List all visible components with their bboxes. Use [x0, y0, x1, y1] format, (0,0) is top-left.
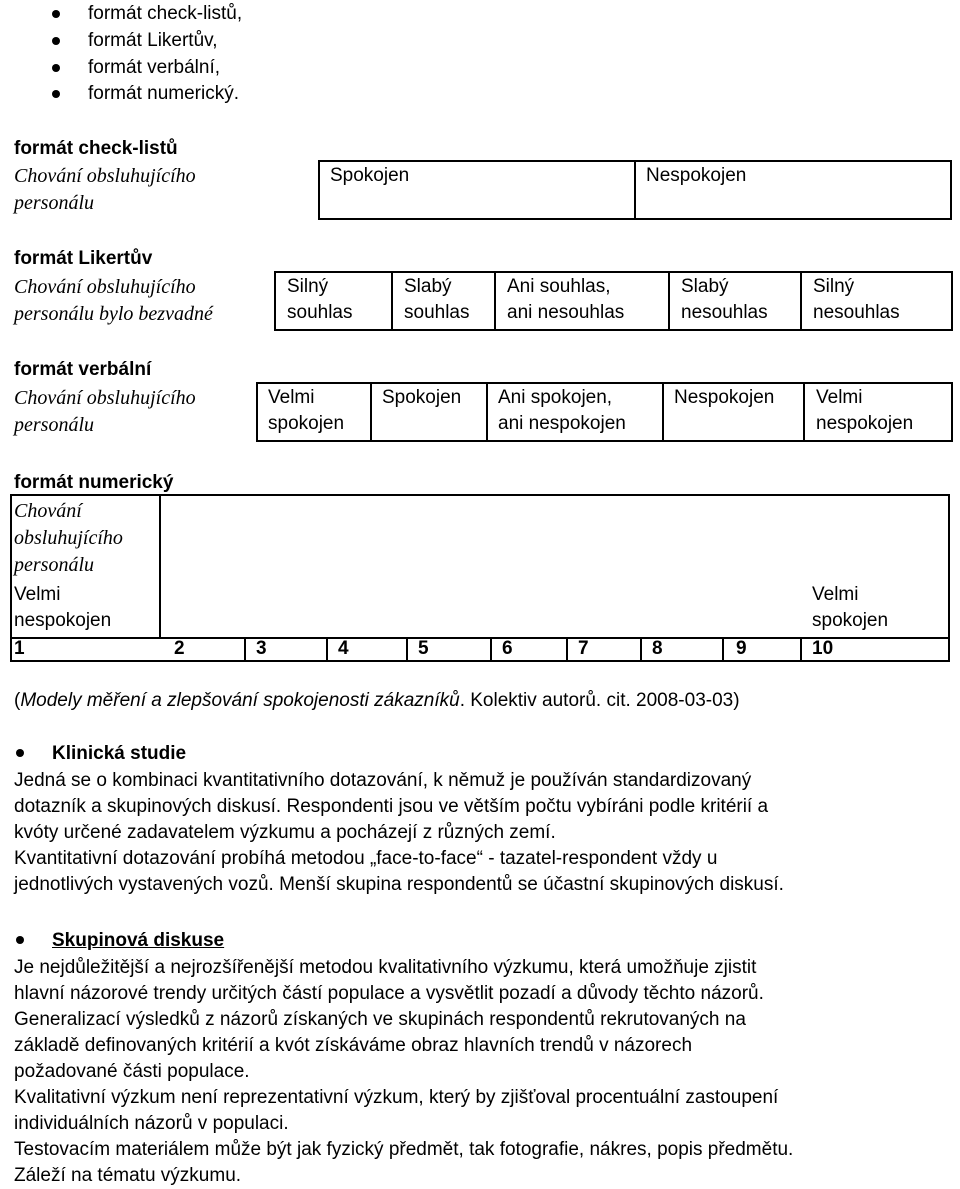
likert-item-line2: personálu bylo bezvadné: [14, 303, 213, 325]
group-title: Skupinová diskuse: [52, 930, 225, 951]
likert-item-line1: Chování obsluhujícího: [14, 276, 196, 298]
verbal-option-neutral: Ani spokojen, ani nespokojen: [498, 387, 626, 434]
likert-option-strong-disagree: Silný nesouhlas: [813, 276, 900, 323]
divider: [668, 271, 670, 331]
list-item: formát Likertův,: [88, 30, 218, 51]
divider: [640, 637, 642, 662]
divider: [566, 637, 568, 662]
divider: [486, 382, 488, 442]
divider: [370, 382, 372, 442]
verbal-heading: formát verbální: [14, 359, 152, 380]
verbal-option-dissatisfied: Nespokojen: [674, 387, 775, 408]
citation: [14, 688, 740, 714]
list-item: formát numerický.: [88, 83, 239, 104]
divider: [800, 271, 802, 331]
numeric-right-anchor: Velmi spokojen: [812, 584, 889, 631]
checklist-heading: formát check-listů: [14, 138, 178, 159]
divider: [722, 637, 724, 662]
bullet-icon: [52, 64, 60, 72]
divider: [634, 160, 636, 220]
divider: [662, 382, 664, 442]
likert-option-weak-agree: Slabý souhlas: [404, 276, 470, 323]
scale-value: 8: [652, 638, 663, 659]
scale-value: 1: [14, 638, 25, 659]
bullet-icon: [52, 37, 60, 45]
divider: [494, 271, 496, 331]
scale-value: 9: [736, 638, 747, 659]
verbal-item-line2: personálu: [14, 414, 94, 436]
scale-value: 7: [578, 638, 589, 659]
numeric-item-line3: personálu: [14, 554, 94, 576]
divider: [244, 637, 246, 662]
divider: [800, 637, 802, 662]
numeric-left-anchor: Velmi nespokojen: [14, 584, 112, 631]
scale-value: 3: [256, 638, 267, 659]
clinical-body: Jedná se o kombinaci kvantitativního dotazování, k němuž je používán standardizovaný dotazník a skupinových diskusí. Respondenti jsou ve větším počtu vybíráni podle kritérií a kvóty určené zadavatelem výzkumu a pocházejí z různých zemí. Kvantitativní dotazování probíhá metodou „face-to-face“ - tazatel-respondent vždy u jednotlivých vystavených vozů. Menší skupina respondentů se účastní skupinových diskusí.: [14, 770, 784, 895]
likert-option-neutral: Ani souhlas, ani nesouhlas: [507, 276, 625, 323]
divider: [490, 637, 492, 662]
divider: [159, 494, 161, 638]
divider: [391, 271, 393, 331]
bullet-icon: [16, 749, 24, 757]
scale-value: 4: [338, 638, 349, 659]
bullet-icon: [52, 90, 60, 98]
group-body: Je nejdůležitější a nejrozšířenější metodou kvalitativního výzkumu, která umožňuje zjistit hlavní názorové trendy určitých částí populace a vysvětlit pozadí a důvody těchto názorů. Generalizací výsledků z názorů získaných ve skupinách respondentů rekrutovaných na základě definovaných kritérií a kvót získáváme obraz hlavních trendů v názorech požadované části populace. Kvalitativní výzkum není reprezentativní výzkum, který by zjišťoval procentuální zastoupení individuálních názorů v populaci. Testovacím materiálem může být jak fyzický předmět, tak fotografie, nákres, popis předmětu. Záleží na tématu výzkumu.: [14, 957, 794, 1186]
verbal-item-line1: Chování obsluhujícího: [14, 387, 196, 409]
divider: [10, 637, 950, 639]
verbal-option-satisfied: Spokojen: [382, 387, 462, 408]
citation-open: (: [14, 690, 21, 711]
bullet-icon: [52, 10, 60, 18]
numeric-item-line1: Chování: [14, 500, 82, 522]
citation-rest: . Kolektiv autorů. cit. 2008-03-03): [459, 690, 740, 711]
clinical-title: Klinická studie: [52, 743, 187, 764]
citation-title: Modely měření a zlepšování spokojenosti zákazníků: [20, 690, 460, 711]
likert-heading: formát Likertův: [14, 248, 153, 269]
divider: [326, 637, 328, 662]
likert-option-strong-agree: Silný souhlas: [287, 276, 353, 323]
verbal-option-very-dissatisfied: Velmi nespokojen: [816, 387, 914, 434]
verbal-option-very-satisfied: Velmi spokojen: [268, 387, 345, 434]
checklist-option-dissatisfied: Nespokojen: [646, 165, 747, 186]
divider: [803, 382, 805, 442]
checklist-option-satisfied: Spokojen: [330, 165, 410, 186]
scale-value: 2: [174, 638, 185, 659]
checklist-item-line2: personálu: [14, 192, 94, 214]
divider: [406, 637, 408, 662]
scale-value: 5: [418, 638, 429, 659]
list-item: formát verbální,: [88, 57, 220, 78]
scale-value: 10: [812, 638, 834, 659]
list-item: formát check-listů,: [88, 3, 243, 24]
likert-option-weak-disagree: Slabý nesouhlas: [681, 276, 768, 323]
bullet-icon: [16, 936, 24, 944]
numeric-heading: formát numerický: [14, 472, 174, 493]
checklist-item-line1: Chování obsluhujícího: [14, 165, 196, 187]
numeric-item-line2: obsluhujícího: [14, 527, 123, 549]
scale-value: 6: [502, 638, 513, 659]
